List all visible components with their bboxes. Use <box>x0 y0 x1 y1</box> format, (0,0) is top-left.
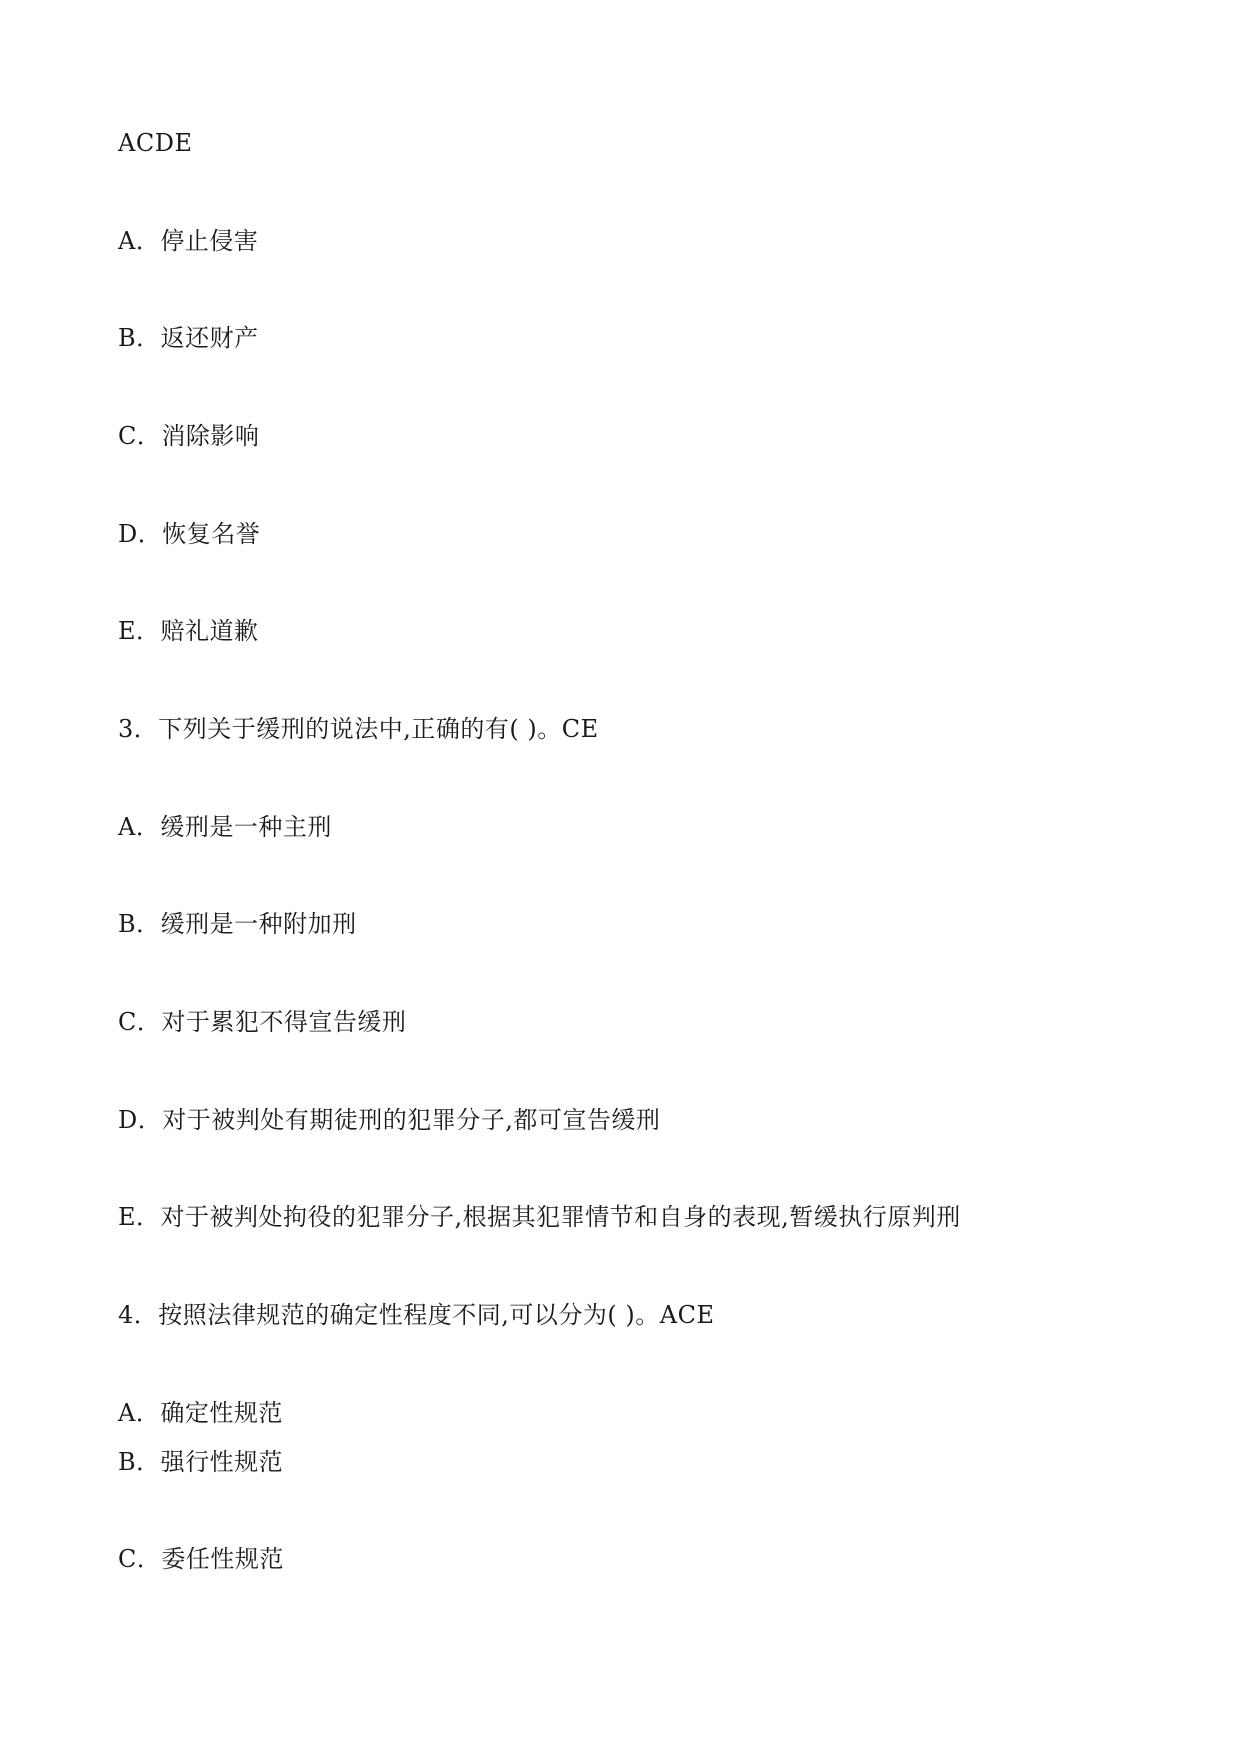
option-line: E．对于被判处拘役的犯罪分子,根据其犯罪情节和自身的表现,暂缓执行原判刑 <box>118 1203 961 1231</box>
option-line: C．对于累犯不得宣告缓刑 <box>118 1008 407 1036</box>
option-line: D．恢复名誉 <box>118 520 261 548</box>
option-line: A．停止侵害 <box>118 227 259 255</box>
option-line: C．委任性规范 <box>118 1545 284 1573</box>
option-line: A．确定性规范 <box>118 1399 283 1427</box>
option-line: A．缓刑是一种主刑 <box>118 813 332 841</box>
option-line: B．强行性规范 <box>118 1448 284 1476</box>
option-line: C．消除影响 <box>118 422 260 450</box>
option-line: B．返还财产 <box>118 324 259 352</box>
question-line: 4．按照法律规范的确定性程度不同,可以分为( )。ACE <box>118 1301 715 1329</box>
option-line: E．赔礼道歉 <box>118 617 259 645</box>
option-line: D．对于被判处有期徒刑的犯罪分子,都可宣告缓刑 <box>118 1106 661 1134</box>
question-line: 3．下列关于缓刑的说法中,正确的有( )。CE <box>118 715 599 743</box>
answer-line: ACDE <box>118 129 193 157</box>
option-line: B．缓刑是一种附加刑 <box>118 910 357 938</box>
